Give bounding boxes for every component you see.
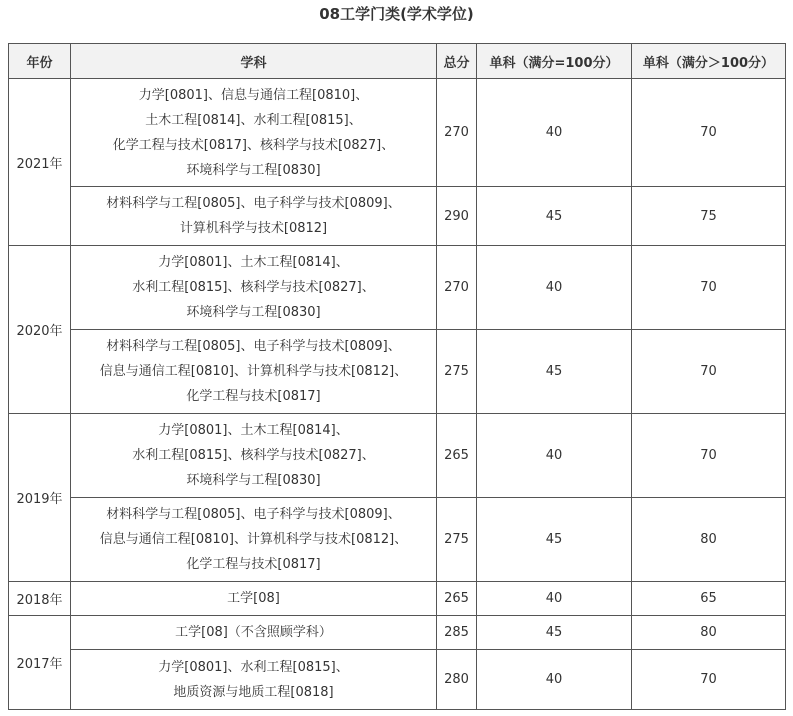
total-cell: 275 [437, 498, 477, 582]
subject-line: 环境科学与工程[0830] [186, 162, 321, 178]
table-body [9, 79, 786, 710]
subject-line: 工学[08]（不含照顾学科） [175, 625, 332, 640]
table-row [9, 498, 786, 582]
subject-cell [71, 582, 437, 616]
subject-line: 力学[0801]、信息与通信工程[0810]、 [138, 87, 369, 103]
single-over-100-cell: 65 [632, 582, 786, 616]
total-cell: 270 [437, 79, 477, 187]
subject-line: 环境科学与工程[0830] [186, 305, 321, 320]
year-cell: 2020年 [9, 246, 71, 414]
subject-line: 力学[0801]、土木工程[0814]、 [158, 255, 349, 270]
table-row [9, 616, 786, 650]
total-cell: 290 [437, 187, 477, 246]
table-row [9, 650, 786, 710]
single-100-cell: 45 [477, 616, 632, 650]
subject-cell [71, 187, 437, 246]
table-row [9, 582, 786, 616]
single-100-cell: 40 [477, 650, 632, 710]
score-table [8, 43, 786, 710]
subject-line: 水利工程[0815]、核科学与技术[0827]、 [132, 280, 375, 295]
single-over-100-cell: 70 [632, 330, 786, 414]
subject-cell [71, 246, 437, 330]
single-100-cell: 40 [477, 414, 632, 498]
subject-cell [71, 650, 437, 710]
table-row [9, 187, 786, 246]
single-over-100-cell: 80 [632, 616, 786, 650]
subject-line: 材料科学与工程[0805]、电子科学与技术[0809]、 [106, 196, 401, 211]
year-cell: 2017年 [9, 616, 71, 710]
total-cell: 270 [437, 246, 477, 330]
total-cell: 265 [437, 582, 477, 616]
subject-cell [71, 498, 437, 582]
year-cell: 2021年 [9, 79, 71, 246]
subject-cell [71, 330, 437, 414]
single-over-100-cell: 70 [632, 79, 786, 187]
single-100-cell: 40 [477, 582, 632, 616]
subject-line: 化学工程与技术[0817] [186, 389, 321, 404]
subject-cell [71, 616, 437, 650]
header-total: 总分 [437, 44, 477, 79]
single-100-cell: 45 [477, 330, 632, 414]
single-over-100-cell: 70 [632, 246, 786, 330]
subject-line: 水利工程[0815]、核科学与技术[0827]、 [132, 448, 375, 463]
subject-line: 材料科学与工程[0805]、电子科学与技术[0809]、 [106, 339, 401, 354]
total-cell: 285 [437, 616, 477, 650]
subject-line: 力学[0801]、土木工程[0814]、 [158, 423, 349, 438]
header-subject: 学科 [71, 44, 437, 79]
header-single-over-100: 单科（满分＞100分） [632, 44, 786, 79]
table-row [9, 79, 786, 187]
single-over-100-cell: 70 [632, 650, 786, 710]
subject-cell [71, 414, 437, 498]
subject-line: 化学工程与技术[0817]、核科学与技术[0827]、 [112, 137, 395, 153]
single-over-100-cell: 80 [632, 498, 786, 582]
header-year: 年份 [9, 44, 71, 79]
subject-line: 环境科学与工程[0830] [186, 473, 321, 488]
header-row [9, 44, 786, 79]
subject-line: 地质资源与地质工程[0818] [173, 684, 334, 700]
subject-line: 化学工程与技术[0817] [186, 557, 321, 572]
year-cell: 2019年 [9, 414, 71, 582]
single-100-cell: 45 [477, 498, 632, 582]
year-cell: 2018年 [9, 582, 71, 616]
single-over-100-cell: 75 [632, 187, 786, 246]
header-single-100: 单科（满分=100分） [477, 44, 632, 79]
subject-line: 计算机科学与技术[0812] [179, 221, 328, 236]
subject-cell [71, 79, 437, 187]
subject-line: 材料科学与工程[0805]、电子科学与技术[0809]、 [106, 507, 401, 522]
subject-line: 力学[0801]、水利工程[0815]、 [158, 659, 349, 675]
single-100-cell: 40 [477, 246, 632, 330]
single-over-100-cell: 70 [632, 414, 786, 498]
page-title: 08工学门类(学术学位) [319, 5, 474, 23]
single-100-cell: 40 [477, 79, 632, 187]
subject-line: 信息与通信工程[0810]、计算机科学与技术[0812]、 [99, 532, 408, 547]
table-row [9, 414, 786, 498]
subject-line: 工学[08] [227, 591, 280, 606]
total-cell: 265 [437, 414, 477, 498]
total-cell: 280 [437, 650, 477, 710]
subject-line: 信息与通信工程[0810]、计算机科学与技术[0812]、 [99, 364, 408, 379]
table-row [9, 246, 786, 330]
total-cell: 275 [437, 330, 477, 414]
subject-line: 土木工程[0814]、水利工程[0815]、 [145, 112, 362, 128]
table-row [9, 330, 786, 414]
single-100-cell: 45 [477, 187, 632, 246]
